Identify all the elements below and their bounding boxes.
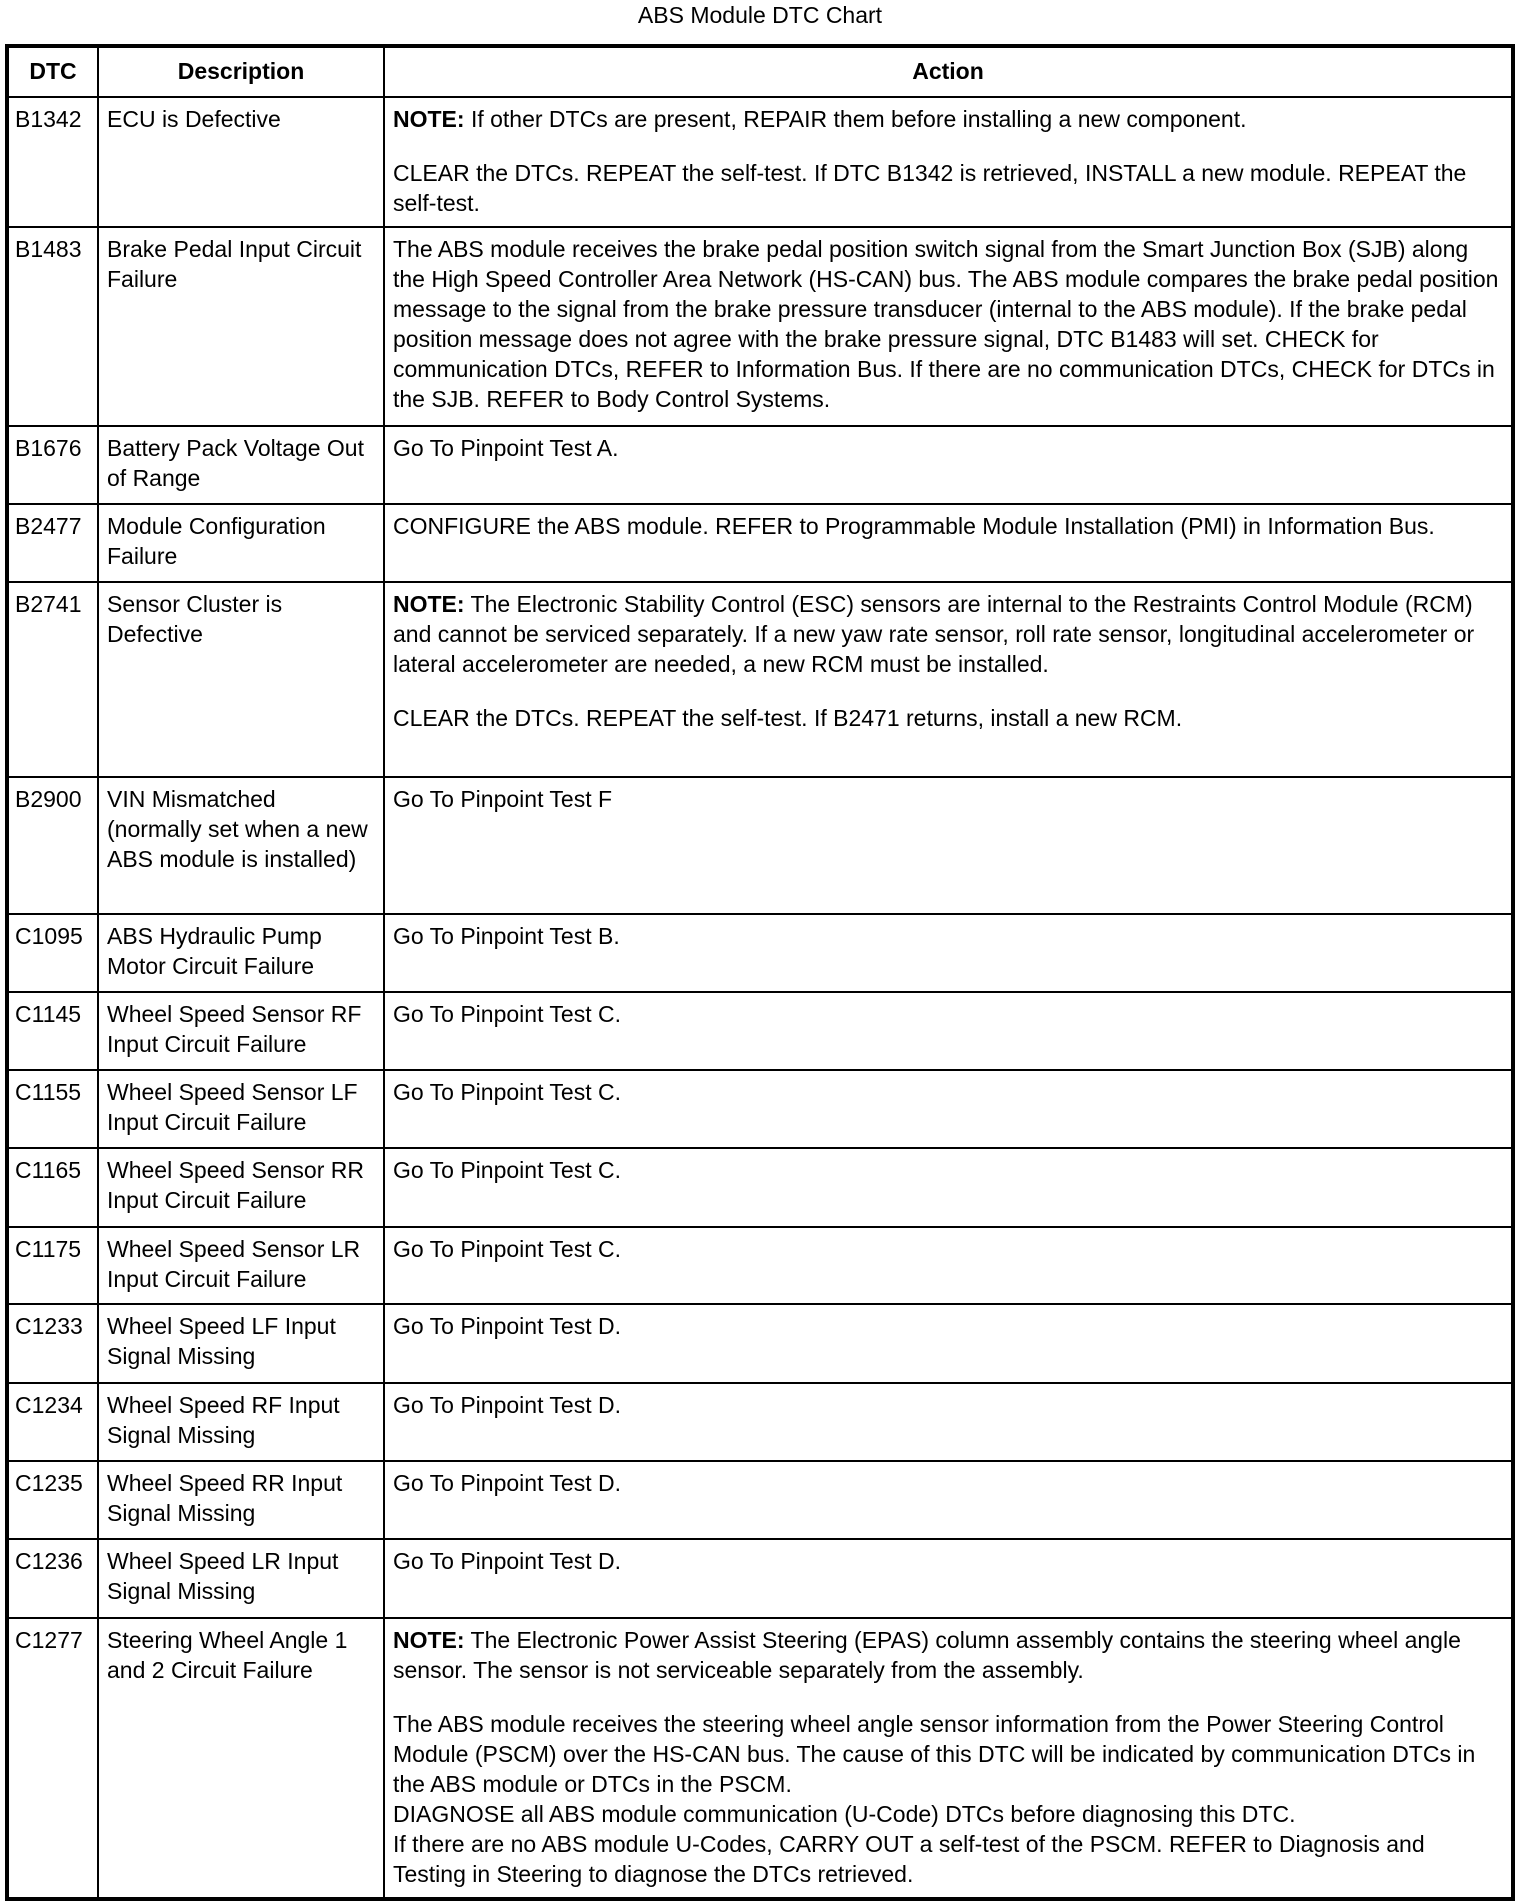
dtc-action (384, 1227, 1513, 1304)
dtc-code: B2900 (7, 777, 98, 914)
table-row (7, 1227, 1513, 1304)
dtc-code: B1342 (7, 97, 98, 227)
action-text: Go To Pinpoint Test B. (393, 923, 620, 949)
dtc-action (384, 1461, 1513, 1539)
dtc-description: ABS Hydraulic Pump Motor Circuit Failure (98, 914, 384, 992)
dtc-description: Wheel Speed LF Input Signal Missing (98, 1304, 384, 1383)
dtc-action (384, 1539, 1513, 1618)
dtc-code: B1676 (7, 426, 98, 504)
action-text: Go To Pinpoint Test D. (393, 1548, 622, 1574)
action-text: DIAGNOSE all ABS module communication (U-Code) DTCs before diagnosing this DTC. (393, 1801, 1296, 1827)
table-row (7, 1539, 1513, 1618)
table-row (7, 1070, 1513, 1148)
action-text: Go To Pinpoint Test C. (393, 1157, 622, 1183)
action-paragraph (393, 511, 1503, 541)
table-row (7, 914, 1513, 992)
page-title: ABS Module DTC Chart (637, 2, 883, 28)
note-label: NOTE: (393, 106, 465, 132)
dtc-description: Wheel Speed Sensor RR Input Circuit Failure (98, 1148, 384, 1227)
action-paragraph (393, 1390, 1503, 1420)
dtc-code: B2741 (7, 582, 98, 777)
dtc-code: B2477 (7, 504, 98, 582)
dtc-code: C1234 (7, 1383, 98, 1461)
dtc-code: C1165 (7, 1148, 98, 1227)
dtc-description: Battery Pack Voltage Out of Range (98, 426, 384, 504)
dtc-description: Brake Pedal Input Circuit Failure (98, 227, 384, 426)
dtc-description: Wheel Speed LR Input Signal Missing (98, 1539, 384, 1618)
dtc-description: Wheel Speed RF Input Signal Missing (98, 1383, 384, 1461)
action-text: CONFIGURE the ABS module. REFER to Programmable Module Installation (PMI) in Information Bus. (393, 513, 1435, 539)
dtc-action (384, 1070, 1513, 1148)
action-paragraph (393, 589, 1503, 679)
dtc-code: C1235 (7, 1461, 98, 1539)
table-row (7, 582, 1513, 777)
dtc-description: Wheel Speed Sensor RF Input Circuit Failure (98, 992, 384, 1070)
action-text: Go To Pinpoint Test D. (393, 1313, 622, 1339)
table-row (7, 97, 1513, 227)
action-paragraph (393, 433, 1503, 463)
action-paragraph (393, 158, 1503, 218)
action-paragraph (393, 1311, 1503, 1341)
action-paragraph (393, 921, 1503, 951)
table-header-row (7, 46, 1513, 97)
action-paragraph (393, 104, 1503, 134)
action-text: The ABS module receives the brake pedal position switch signal from the Smart Junction Box (SJB) along the High Speed Controller Area Network (HS-CAN) bus. The ABS module compares the brake pedal position message to the signal from the brake pressure transducer (internal to the ABS module). If the brake pedal position message does not agree with the brake pressure signal, DTC B1483 will set. CHECK for communication DTCs, REFER to Information Bus. If there are no communication DTCs, CHECK for DTCs in the SJB. REFER to Body Control Systems. (393, 236, 1499, 412)
table-row (7, 992, 1513, 1070)
header-action: Action (384, 46, 1513, 97)
action-paragraph (393, 1155, 1503, 1185)
dtc-description: Steering Wheel Angle 1 and 2 Circuit Failure (98, 1618, 384, 1899)
dtc-action (384, 227, 1513, 426)
dtc-code: C1277 (7, 1618, 98, 1899)
action-paragraph (393, 703, 1503, 733)
dtc-action (384, 992, 1513, 1070)
dtc-description: Sensor Cluster is Defective (98, 582, 384, 777)
dtc-code: C1155 (7, 1070, 98, 1148)
dtc-code: C1095 (7, 914, 98, 992)
dtc-code: C1236 (7, 1539, 98, 1618)
action-text: The Electronic Stability Control (ESC) sensors are internal to the Restraints Control Module (RCM) and cannot be serviced separately. If a new yaw rate sensor, roll rate sensor, longitudinal accelerometer or lateral accelerometer are needed, a new RCM must be installed. (393, 591, 1475, 677)
dtc-description: Module Configuration Failure (98, 504, 384, 582)
dtc-table (5, 44, 1515, 1901)
action-text: CLEAR the DTCs. REPEAT the self-test. If DTC B1342 is retrieved, INSTALL a new module. REPEAT the self-test. (393, 160, 1467, 216)
action-text: Go To Pinpoint Test C. (393, 1001, 622, 1027)
dtc-code: C1233 (7, 1304, 98, 1383)
table-row (7, 1148, 1513, 1227)
table-row (7, 777, 1513, 914)
table-row (7, 1618, 1513, 1899)
action-paragraph (393, 1829, 1503, 1889)
dtc-description: Wheel Speed RR Input Signal Missing (98, 1461, 384, 1539)
dtc-action (384, 504, 1513, 582)
action-paragraph (393, 784, 1503, 814)
action-text: Go To Pinpoint Test D. (393, 1392, 622, 1418)
dtc-action (384, 777, 1513, 914)
dtc-code: C1145 (7, 992, 98, 1070)
action-text: The Electronic Power Assist Steering (EPAS) column assembly contains the steering wheel angle sensor. The sensor is not serviceable separately from the assembly. (393, 1627, 1461, 1683)
action-text: Go To Pinpoint Test D. (393, 1470, 622, 1496)
dtc-action (384, 1148, 1513, 1227)
dtc-action (384, 582, 1513, 777)
dtc-description: ECU is Defective (98, 97, 384, 227)
action-text: The ABS module receives the steering wheel angle sensor information from the Power Steering Control Module (PSCM) over the HS-CAN bus. The cause of this DTC will be indicated by communication DTCs in the ABS module or DTCs in the PSCM. (393, 1711, 1476, 1797)
action-text: Go To Pinpoint Test C. (393, 1236, 622, 1262)
action-paragraph (393, 1077, 1503, 1107)
table-row (7, 1461, 1513, 1539)
dtc-description: Wheel Speed Sensor LF Input Circuit Failure (98, 1070, 384, 1148)
table-row (7, 1383, 1513, 1461)
dtc-description: VIN Mismatched (normally set when a new ABS module is installed) (98, 777, 384, 914)
dtc-action (384, 1383, 1513, 1461)
table-row (7, 426, 1513, 504)
dtc-code: B1483 (7, 227, 98, 426)
dtc-action (384, 1304, 1513, 1383)
action-paragraph (393, 1234, 1503, 1264)
action-paragraph (393, 1546, 1503, 1576)
action-paragraph (393, 1799, 1503, 1829)
note-label: NOTE: (393, 591, 465, 617)
action-text: Go To Pinpoint Test C. (393, 1079, 622, 1105)
dtc-description: Wheel Speed Sensor LR Input Circuit Failure (98, 1227, 384, 1304)
action-text: CLEAR the DTCs. REPEAT the self-test. If B2471 returns, install a new RCM. (393, 705, 1183, 731)
note-label: NOTE: (393, 1627, 465, 1653)
table-row (7, 227, 1513, 426)
dtc-action (384, 914, 1513, 992)
action-paragraph (393, 999, 1503, 1029)
action-text: If other DTCs are present, REPAIR them before installing a new component. (464, 106, 1247, 132)
dtc-action (384, 426, 1513, 504)
dtc-code: C1175 (7, 1227, 98, 1304)
header-dtc: DTC (7, 46, 98, 97)
action-paragraph (393, 1709, 1503, 1799)
action-text: Go To Pinpoint Test F (393, 786, 613, 812)
action-text: If there are no ABS module U-Codes, CARRY OUT a self-test of the PSCM. REFER to Diagnosis and Testing in Steering to diagnose the DTCs retrieved. (393, 1831, 1425, 1887)
action-text: Go To Pinpoint Test A. (393, 435, 619, 461)
dtc-action (384, 1618, 1513, 1899)
action-paragraph (393, 234, 1503, 414)
action-paragraph (393, 1468, 1503, 1498)
table-row (7, 1304, 1513, 1383)
table-row (7, 504, 1513, 582)
action-paragraph (393, 1625, 1503, 1685)
header-description: Description (98, 46, 384, 97)
dtc-action (384, 97, 1513, 227)
